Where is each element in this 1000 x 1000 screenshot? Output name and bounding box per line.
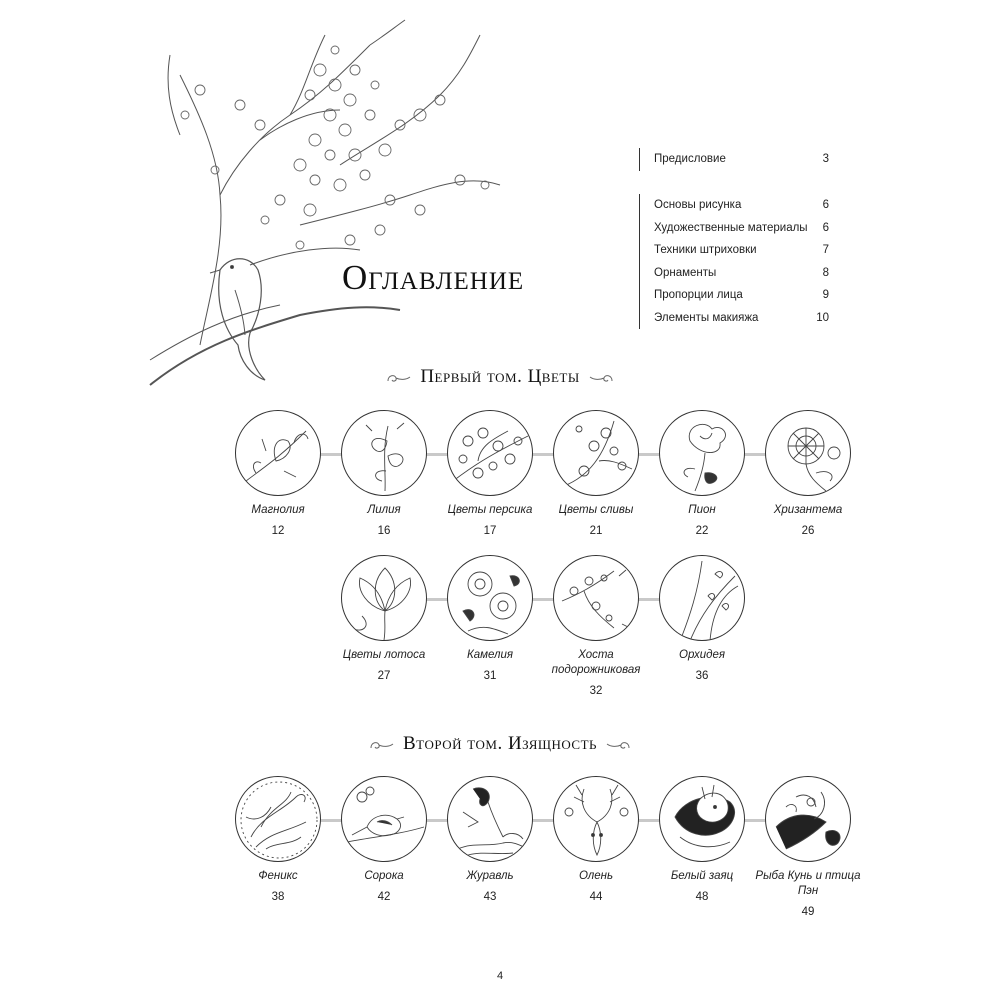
toc-entry-page: 10	[816, 311, 829, 324]
swirl-ornament-icon	[386, 371, 412, 385]
toc-item-name: Феникс	[258, 870, 298, 882]
toc-item-white-hare[interactable]	[647, 776, 757, 903]
hosta-illustration-icon	[553, 555, 639, 641]
toc-item-name: Магнолия	[251, 504, 305, 516]
toc-item-name: Цветы лотоса	[342, 649, 426, 661]
toc-entry[interactable]	[640, 284, 829, 307]
crane-illustration-icon	[447, 776, 533, 862]
toc-entry-page: 3	[822, 153, 829, 165]
toc-item-page: 12	[271, 525, 285, 537]
toc-item-page: 36	[695, 670, 709, 682]
lily-illustration-icon	[341, 410, 427, 496]
toc-entry-page: 7	[822, 244, 829, 256]
toc-entry[interactable]	[640, 239, 829, 262]
toc-item-peach-blossom[interactable]	[435, 410, 545, 537]
phoenix-illustration-icon	[235, 776, 321, 862]
toc-item-plum-blossom[interactable]	[541, 410, 651, 537]
toc-item-page: 38	[271, 891, 285, 903]
toc-entry-page: 9	[822, 289, 829, 301]
toc-item-page: 31	[483, 670, 497, 682]
toc-item-magpie[interactable]	[329, 776, 439, 903]
toc-entry[interactable]	[640, 194, 829, 217]
toc-basics-group	[639, 194, 829, 329]
toc-item-name: Олень	[578, 870, 614, 882]
blossom-branch-bird-illustration	[140, 15, 560, 390]
toc-entry-page: 6	[822, 199, 829, 211]
toc-entry-page: 8	[822, 266, 829, 279]
swirl-ornament-icon	[605, 738, 631, 752]
toc-entry[interactable]	[640, 262, 829, 285]
toc-entry-title: Орнаменты	[654, 266, 717, 279]
toc-item-name: Цветы персика	[447, 504, 533, 516]
chrysanthemum-illustration-icon	[765, 410, 851, 496]
toc-item-page: 22	[695, 525, 709, 537]
plum-blossom-illustration-icon	[553, 410, 639, 496]
toc-item-name: Пион	[688, 504, 716, 516]
toc-item-page: 27	[377, 670, 391, 682]
orchid-illustration-icon	[659, 555, 745, 641]
lotus-illustration-icon	[341, 555, 427, 641]
toc-item-lily[interactable]	[329, 410, 439, 537]
magnolia-illustration-icon	[235, 410, 321, 496]
toc-item-name: Сорока	[364, 870, 404, 882]
toc-item-crane[interactable]	[435, 776, 545, 903]
toc-item-hosta[interactable]	[541, 555, 651, 697]
section-heading-text: Первый том. Цветы	[420, 366, 580, 387]
toc-item-phoenix[interactable]	[223, 776, 333, 903]
toc-entry-title: Пропорции лица	[654, 289, 743, 301]
toc-item-name: Камелия	[466, 649, 514, 661]
section-heading-volume1	[0, 366, 1000, 388]
magpie-illustration-icon	[341, 776, 427, 862]
toc-item-page: 21	[589, 525, 603, 537]
toc-item-page: 32	[589, 685, 603, 697]
toc-item-name: Хоста подорожниковая	[551, 649, 641, 676]
toc-item-page: 43	[483, 891, 497, 903]
toc-item-camellia[interactable]	[435, 555, 545, 682]
section-heading-volume2	[0, 733, 1000, 755]
toc-entry[interactable]	[640, 148, 829, 171]
peony-illustration-icon	[659, 410, 745, 496]
toc-item-kun-peng[interactable]	[753, 776, 863, 918]
kun-fish-peng-bird-illustration-icon	[765, 776, 851, 862]
toc-entry-title: Техники штриховки	[654, 244, 757, 256]
toc-item-page: 48	[695, 891, 709, 903]
page-number: 4	[496, 970, 504, 982]
toc-entry[interactable]	[640, 217, 829, 240]
peach-blossom-illustration-icon	[447, 410, 533, 496]
camellia-illustration-icon	[447, 555, 533, 641]
toc-item-page: 49	[801, 906, 815, 918]
toc-item-deer[interactable]	[541, 776, 651, 903]
toc-entry-title: Элементы макияжа	[654, 311, 759, 324]
toc-item-name: Цветы сливы	[558, 504, 634, 516]
toc-item-page: 44	[589, 891, 603, 903]
toc-entry-title: Основы рисунка	[654, 199, 742, 211]
toc-intro-group	[639, 148, 829, 171]
toc-entry-title: Художественные материалы	[654, 221, 808, 234]
toc-entry-page: 6	[822, 221, 829, 234]
toc-item-name: Орхидея	[679, 649, 725, 661]
toc-item-name: Рыба Кунь и птица Пэн	[755, 870, 861, 897]
page-title: Оглавление	[342, 258, 525, 297]
toc-item-name: Лилия	[367, 504, 401, 516]
toc-entry-title: Предисловие	[654, 153, 726, 165]
swirl-ornament-icon	[588, 371, 614, 385]
toc-item-name: Хризантема	[773, 504, 843, 516]
deer-illustration-icon	[553, 776, 639, 862]
swirl-ornament-icon	[369, 738, 395, 752]
toc-item-page: 16	[377, 525, 391, 537]
white-hare-illustration-icon	[659, 776, 745, 862]
toc-item-orchid[interactable]	[647, 555, 757, 682]
toc-item-name: Белый заяц	[670, 870, 734, 882]
toc-item-page: 17	[483, 525, 497, 537]
toc-item-chrysanthemum[interactable]	[753, 410, 863, 537]
toc-item-peony[interactable]	[647, 410, 757, 537]
toc-item-page: 26	[801, 525, 815, 537]
toc-item-name: Журавль	[466, 870, 514, 882]
toc-item-magnolia[interactable]	[223, 410, 333, 537]
toc-item-lotus[interactable]	[329, 555, 439, 682]
toc-item-page: 42	[377, 891, 391, 903]
toc-entry[interactable]	[640, 307, 829, 330]
section-heading-text: Второй том. Изящность	[403, 733, 597, 754]
